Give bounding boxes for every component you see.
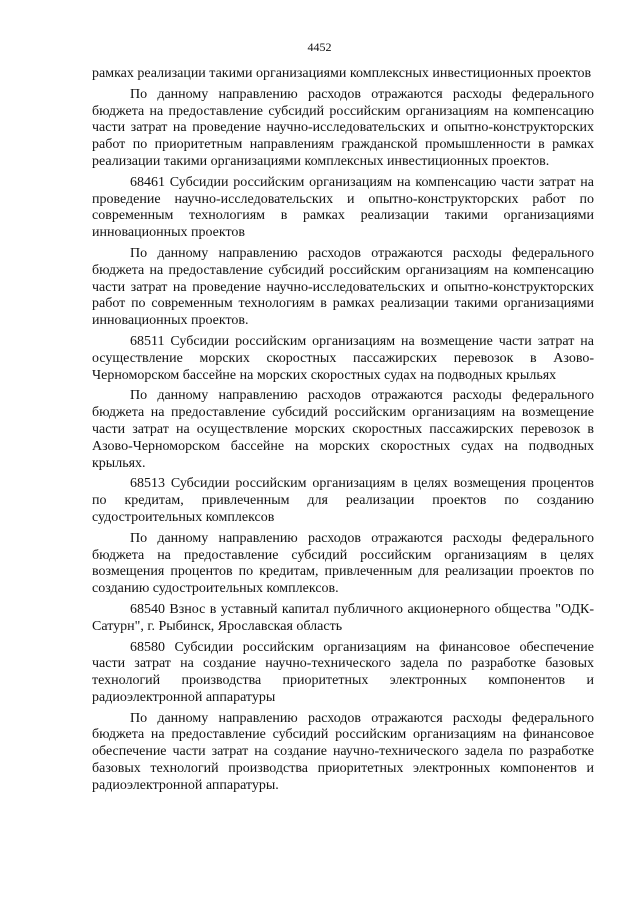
paragraph-code-68511: 68511 Субсидии российским организациям на возмещение части затрат на осуществление морских скоростных пассажирских перевозок в Азово-Черноморском бассейне на морских скоростных судах на подводных крыльях: [92, 333, 594, 383]
page-number: 4452: [307, 40, 332, 54]
paragraph-description: По данному направлению расходов отражаются расходы федерального бюджета на предоставление субсидий российским организациям в целях возмещения процентов по кредитам, привлеченным для реализации проектов по созданию судостроительных комплексов.: [92, 530, 594, 597]
paragraph-code-68461: 68461 Субсидии российским организациям на компенсацию части затрат на проведение научно-исследовательских и опытно-конструкторских работ по современным технологиям в рамках реализации такими организациями инновационных проектов: [92, 174, 594, 241]
paragraph-continuation: рамках реализации такими организациями комплексных инвестиционных проектов: [92, 66, 592, 81]
paragraph-description: По данному направлению расходов отражаются расходы федерального бюджета на предоставление субсидий российским организациям на компенсацию части затрат на проведение научно-исследовательских и опытно-конструкторских работ по приоритетным направлениям гражданской промышленности в рамках реализации такими организациями комплексных инвестиционных проектов.: [92, 86, 594, 169]
paragraph-description: По данному направлению расходов отражаются расходы федерального бюджета на предоставление субсидий российским организациям на возмещение части затрат на осуществление морских скоростных пассажирских перевозок в Азово-Черноморском бассейне на морских скоростных судах на подводных крыльях.: [92, 388, 594, 471]
paragraph-description: По данному направлению расходов отражаются расходы федерального бюджета на предоставление субсидий российским организациям на финансовое обеспечение части затрат на создание научно-технического задела по разработке базовых технологий производства приоритетных электронных компонентов и радиоэлектронной аппаратуры.: [92, 710, 594, 793]
page-body: [92, 66, 594, 799]
paragraph-description: По данному направлению расходов отражаются расходы федерального бюджета на предоставление субсидий российским организациям на компенсацию части затрат на проведение научно-исследовательских и опытно-конструкторских работ по современным технологиям в рамках реализации такими организациями инновационных проектов.: [92, 245, 594, 329]
paragraph-code-68513: 68513 Субсидии российским организациям в целях возмещения процентов по кредитам, привлеченным для реализации проектов по созданию судостроительных комплексов: [92, 476, 594, 525]
paragraph-code-68540: 68540 Взнос в уставный капитал публичного акционерного общества "ОДК-Сатурн", г. Рыбинск, Ярославская область: [92, 601, 594, 634]
paragraph-code-68580: 68580 Субсидии российским организациям на финансовое обеспечение части затрат на создание научно-технического задела по разработке базовых технологий производства приоритетных электронных компонентов и радиоэлектронной аппаратуры: [92, 639, 594, 705]
